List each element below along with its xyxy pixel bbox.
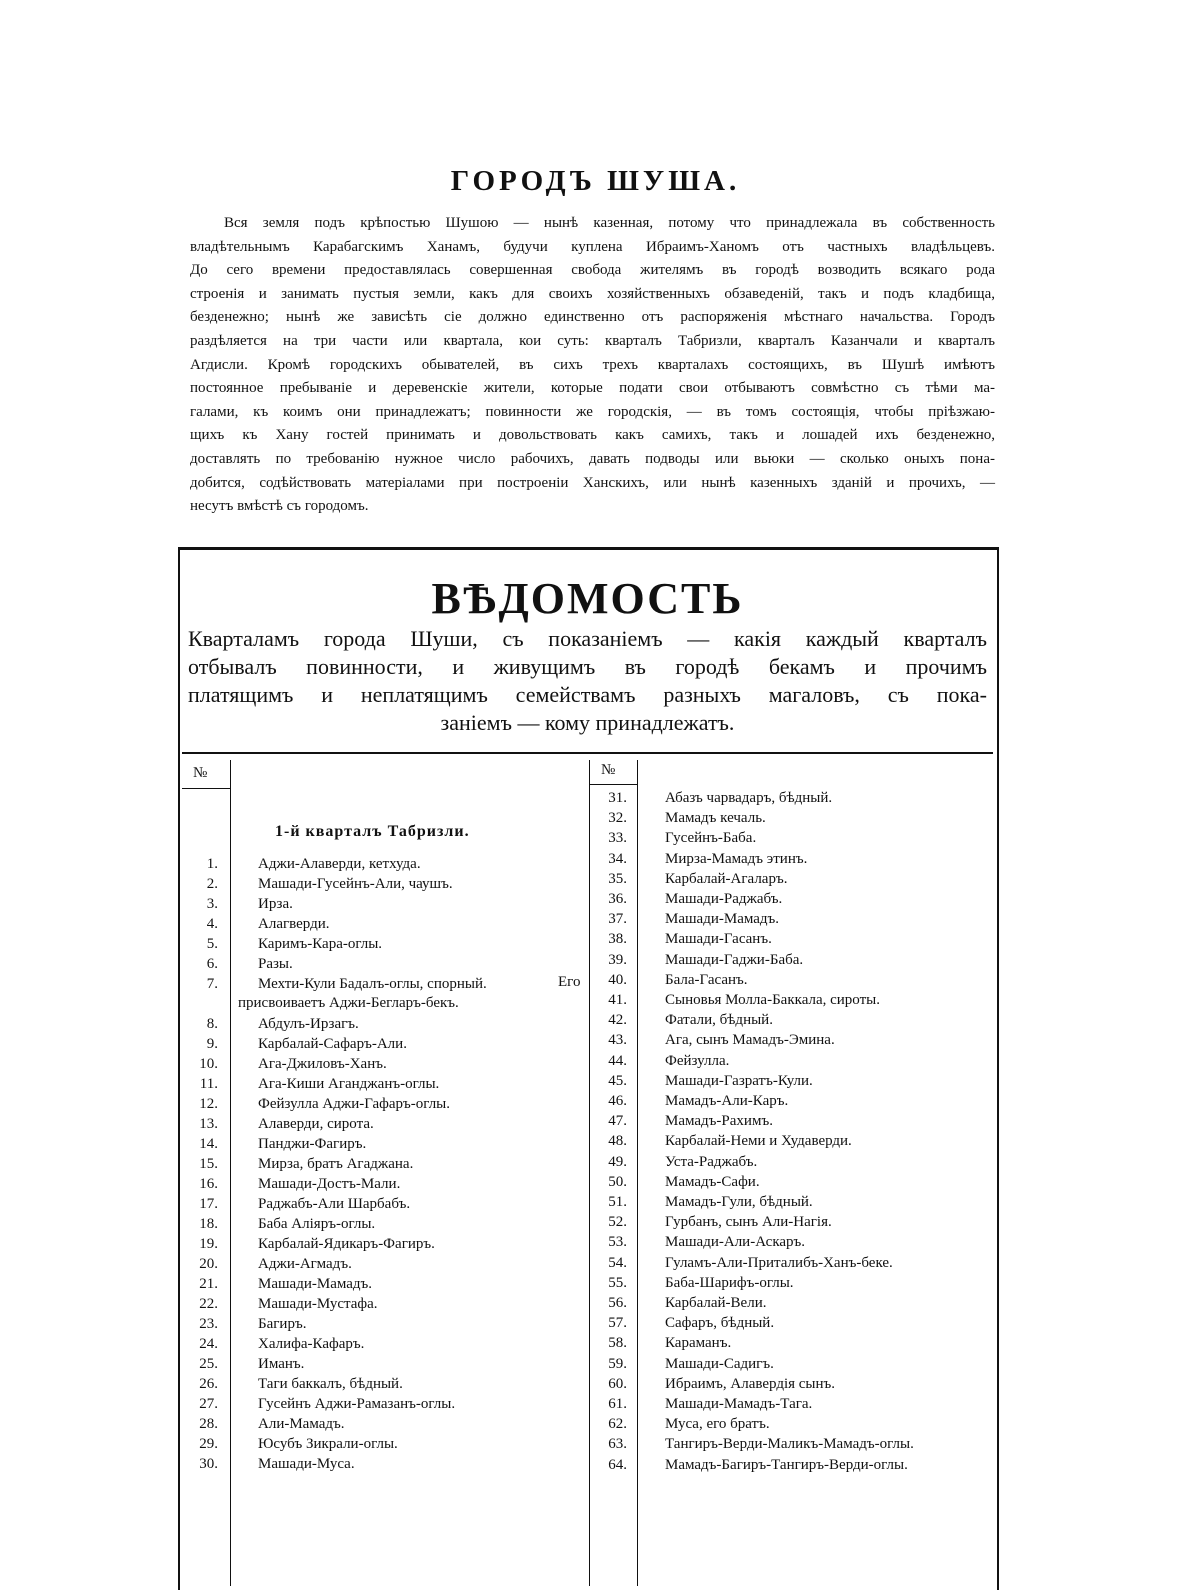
left-row-text: Каримъ-Кара-оглы. bbox=[258, 936, 383, 952]
right-row-number: 41. bbox=[608, 992, 627, 1008]
right-number-column-rule bbox=[637, 760, 638, 1586]
right-row-text: Машади-Али-Аскаръ. bbox=[665, 1234, 806, 1251]
row7-continuation: присвоиваетъ Аджи-Бегларъ-бекъ. bbox=[238, 995, 459, 1011]
right-row-text: Машади-Мамадъ-Тага. bbox=[665, 1396, 813, 1412]
vedomost-subtitle-line: заніемъ — кому принадлежатъ. bbox=[440, 710, 735, 735]
left-row-text: Аджи-Агмадъ. bbox=[258, 1256, 352, 1272]
left-row-text: Машади-Мустафа. bbox=[258, 1296, 378, 1312]
left-row-text: Иманъ. bbox=[258, 1356, 305, 1372]
right-row-number: 44. bbox=[608, 1052, 627, 1069]
right-row-number: 47. bbox=[608, 1113, 627, 1130]
right-row-text: Карбалай-Агаларъ. bbox=[665, 870, 788, 887]
left-row-text: Машади-Гусейнъ-Али, чаушъ. bbox=[258, 876, 453, 892]
left-row-text: Баба Аліяръ-оглы. bbox=[258, 1216, 376, 1232]
left-row-text: Алагверди. bbox=[258, 916, 330, 932]
right-row-text: Карбалай-Неми и Худаверди. bbox=[665, 1133, 852, 1150]
left-row-text: Карбалай-Сафаръ-Али. bbox=[258, 1036, 407, 1052]
left-row-text: Машади-Достъ-Мали. bbox=[258, 1176, 401, 1192]
left-number-header: № bbox=[193, 765, 208, 781]
right-row-number: 57. bbox=[608, 1315, 627, 1332]
right-row-text: Машади-Мамадъ. bbox=[665, 911, 780, 928]
left-row-text: Машади-Муса. bbox=[258, 1456, 355, 1472]
right-row-number: 32. bbox=[608, 810, 627, 827]
right-row-text: Машади-Газратъ-Кули. bbox=[665, 1072, 813, 1089]
right-row-text: Абазъ чарвадаръ, бѣдный. bbox=[665, 790, 833, 806]
left-row-text: Алаверди, сирота. bbox=[258, 1116, 374, 1132]
left-row-text: Ага-Киши Аганджанъ-оглы. bbox=[258, 1076, 440, 1092]
right-row-text: Машади-Раджабъ. bbox=[665, 891, 783, 907]
intro-line: галами, къ коимъ они принадлежатъ; повинности же городскія, — въ томъ состоящія, чтобы пріѣзжаю- bbox=[190, 403, 995, 420]
left-row-text: Аджи-Алаверди, кетхуда. bbox=[258, 856, 421, 872]
intro-line: доставлять по требованію нужное число рабочихъ, давать подводы или вьюки — сколько оныхъ пона- bbox=[190, 450, 995, 467]
right-row-text: Мамадъ-Али-Каръ. bbox=[665, 1093, 789, 1109]
right-row-text: Фейзулла. bbox=[665, 1052, 730, 1069]
left-row-number: 14. bbox=[199, 1136, 218, 1152]
left-row-text: Абдулъ-Ирзагъ. bbox=[258, 1016, 359, 1032]
right-row-text: Мамадъ-Рахимъ. bbox=[665, 1113, 773, 1130]
right-row-number: 43. bbox=[608, 1032, 627, 1049]
left-row-number: 8. bbox=[206, 1016, 218, 1032]
vedomost-subtitle-line: отбывалъ повинности, и живущимъ въ городѣ бекамъ и прочимъ bbox=[188, 654, 987, 679]
right-row-number: 50. bbox=[608, 1173, 627, 1190]
right-row-number: 62. bbox=[608, 1416, 627, 1433]
right-row-text: Сыновья Молла-Баккала, сироты. bbox=[665, 992, 880, 1008]
right-row-number: 48. bbox=[608, 1133, 627, 1150]
right-row-text: Тангиръ-Верди-Маликъ-Мамадъ-оглы. bbox=[665, 1436, 914, 1453]
right-row-number: 59. bbox=[608, 1355, 627, 1372]
right-header-rule bbox=[589, 784, 637, 785]
intro-line: Вся земля подъ крѣпостью Шушою — нынѣ казенная, потому что принадлежала въ собственность bbox=[224, 215, 995, 231]
right-row-text: Муса, его братъ. bbox=[665, 1416, 770, 1433]
left-row-number: 3. bbox=[206, 896, 218, 912]
right-row-text: Мамадъ-Багиръ-Тангиръ-Верди-оглы. bbox=[665, 1456, 908, 1473]
vedomost-subtitle-line: Кварталамъ города Шуши, съ показаніемъ — какія каждый кварталъ bbox=[188, 626, 987, 651]
right-row-text: Машади-Гасанъ. bbox=[665, 931, 772, 948]
left-row-number: 19. bbox=[199, 1236, 218, 1252]
left-row-text: Панджи-Фагиръ. bbox=[258, 1136, 367, 1152]
vedomost-header bbox=[182, 551, 993, 754]
intro-line: строенія и занимать пустыя земли, какъ для своихъ хозяйственныхъ обзаведеній, такъ и подъ кладбища, bbox=[190, 285, 995, 302]
left-row-number: 22. bbox=[199, 1296, 218, 1312]
right-row-number: 61. bbox=[608, 1396, 627, 1412]
right-row-text: Ага, сынъ Мамадъ-Эмина. bbox=[665, 1032, 835, 1049]
right-row-text: Машади-Гаджи-Баба. bbox=[665, 951, 804, 968]
left-row-number: 11. bbox=[199, 1076, 218, 1092]
right-row-number: 55. bbox=[608, 1274, 627, 1291]
right-row-text: Баба-Шарифъ-оглы. bbox=[665, 1274, 794, 1291]
left-row-number: 28. bbox=[199, 1416, 218, 1432]
row7-extra-word: Его bbox=[558, 974, 581, 990]
intro-line: раздѣляется на три части или квартала, кои суть: кварталъ Табризли, кварталъ Казанчали и кварталъ bbox=[190, 332, 995, 349]
left-row-number: 27. bbox=[199, 1396, 218, 1412]
left-row-text: Багиръ. bbox=[258, 1316, 307, 1332]
left-row-number: 26. bbox=[199, 1376, 218, 1392]
left-row-text: Мехти-Кули Бадалъ-оглы, спорный. bbox=[258, 976, 487, 992]
left-row-number: 15. bbox=[199, 1156, 218, 1172]
left-row-text: Разы. bbox=[258, 956, 293, 972]
left-row-number: 20. bbox=[199, 1256, 218, 1272]
right-row-text: Карбалай-Вели. bbox=[665, 1295, 767, 1311]
intro-line: Агдисли. Кромѣ городскихъ обывателей, въ сихъ трехъ кварталахъ состоящихъ, въ Шушѣ имѣютъ bbox=[190, 356, 995, 373]
right-row-number: 52. bbox=[608, 1214, 627, 1231]
right-row-text: Уста-Раджабъ. bbox=[665, 1153, 758, 1170]
right-row-number: 37. bbox=[608, 911, 627, 928]
left-row-number: 5. bbox=[206, 936, 218, 952]
right-row-number: 40. bbox=[608, 971, 627, 988]
right-row-number: 38. bbox=[608, 931, 627, 948]
intro-line: несутъ вмѣстѣ съ городомъ. bbox=[190, 498, 369, 515]
intro-line: владѣтельнымъ Карабагскимъ Ханамъ, будучи куплена Ибраимъ-Ханомъ отъ частныхъ владѣльцевъ. bbox=[190, 238, 995, 255]
left-row-number: 9. bbox=[206, 1036, 218, 1052]
quarter-heading: 1-й кварталъ Табризли. bbox=[275, 823, 470, 840]
right-row-number: 56. bbox=[608, 1295, 627, 1311]
right-row-number: 42. bbox=[608, 1012, 627, 1029]
right-row-number: 51. bbox=[608, 1194, 627, 1210]
right-number-header: № bbox=[601, 762, 616, 778]
right-row-text: Гуламъ-Али-Приталибъ-Ханъ-беке. bbox=[665, 1254, 893, 1271]
right-row-number: 34. bbox=[608, 850, 627, 867]
left-row-number: 13. bbox=[199, 1116, 218, 1132]
right-row-number: 53. bbox=[608, 1234, 627, 1251]
left-row-text: Фейзулла Аджи-Гафаръ-оглы. bbox=[258, 1096, 451, 1112]
left-row-number: 25. bbox=[199, 1356, 218, 1372]
right-row-text: Ибраимъ, Алавердія сынъ. bbox=[665, 1375, 836, 1392]
left-row-number: 23. bbox=[199, 1316, 218, 1332]
right-row-number: 60. bbox=[608, 1375, 627, 1392]
right-row-text: Бала-Гасанъ. bbox=[665, 971, 748, 988]
vedomost-subtitle-line: платящимъ и неплатящимъ семействамъ разныхъ магаловъ, съ пока- bbox=[188, 682, 987, 707]
left-row-number: 24. bbox=[199, 1336, 218, 1352]
right-row-number: 33. bbox=[608, 830, 627, 847]
left-row-number: 12. bbox=[199, 1096, 218, 1112]
right-row-text: Гурбанъ, сынъ Али-Нагія. bbox=[665, 1214, 832, 1231]
left-row-text: Халифа-Кафаръ. bbox=[258, 1336, 365, 1352]
left-row-text: Карбалай-Ядикаръ-Фагиръ. bbox=[258, 1236, 435, 1252]
intro-line: До сего времени предоставлялась совершенная свобода жителямъ въ городѣ возводить всякаго рода bbox=[190, 262, 995, 279]
right-row-text: Гусейнъ-Баба. bbox=[665, 830, 757, 847]
right-row-text: Мамадъ-Гули, бѣдный. bbox=[665, 1194, 813, 1210]
right-row-text: Сафаръ, бѣдный. bbox=[665, 1315, 775, 1332]
left-number-column-rule bbox=[230, 760, 231, 1586]
right-row-number: 49. bbox=[608, 1153, 627, 1170]
right-row-number: 64. bbox=[608, 1456, 627, 1473]
left-header-rule bbox=[182, 788, 230, 789]
intro-line: щихъ къ Хану гостей принимать и довольствовать какъ самихъ, такъ и лошадей ихъ безденежно, bbox=[190, 427, 995, 444]
right-row-number: 46. bbox=[608, 1093, 627, 1109]
left-row-text: Раджабъ-Али Шарбабъ. bbox=[258, 1196, 411, 1212]
right-row-number: 54. bbox=[608, 1254, 627, 1271]
right-row-number: 35. bbox=[608, 870, 627, 887]
right-row-text: Мамадъ-Сафи. bbox=[665, 1173, 760, 1190]
left-row-text: Юсубъ Зикрали-оглы. bbox=[258, 1436, 398, 1452]
right-row-text: Мирза-Мамадъ этинъ. bbox=[665, 850, 808, 867]
right-row-number: 45. bbox=[608, 1072, 627, 1089]
left-row-number: 2. bbox=[206, 876, 218, 892]
right-row-number: 39. bbox=[608, 951, 627, 968]
left-row-text: Мирза, братъ Агаджана. bbox=[258, 1156, 414, 1172]
intro-line: безденежно; нынѣ же зависѣть сіе должно единственно отъ распоряженія мѣстнаго начальства. Городъ bbox=[190, 309, 995, 326]
left-row-number: 30. bbox=[199, 1456, 218, 1472]
right-row-number: 58. bbox=[608, 1335, 627, 1352]
left-row-text: Ирза. bbox=[258, 896, 293, 912]
left-row-number: 10. bbox=[199, 1056, 218, 1072]
vedomost-title: ВѢДОМОСТЬ bbox=[431, 574, 744, 623]
left-row-number: 29. bbox=[199, 1436, 218, 1452]
right-row-text: Фатали, бѣдный. bbox=[665, 1012, 773, 1029]
left-row-text: Гусейнъ Аджи-Рамазанъ-оглы. bbox=[258, 1396, 456, 1412]
left-row-text: Таги баккалъ, бѣдный. bbox=[258, 1376, 403, 1392]
left-row-number: 4. bbox=[206, 916, 218, 932]
page-title: ГОРОДЪ ШУША. bbox=[450, 165, 741, 197]
right-row-number: 31. bbox=[608, 790, 627, 806]
left-row-number: 7. bbox=[206, 976, 218, 992]
left-row-number: 16. bbox=[199, 1176, 218, 1192]
intro-line: постоянное пребываніе и деревенскіе жители, которые подати свои отбываютъ совмѣстно съ тѣми ма- bbox=[190, 380, 995, 397]
left-row-text: Ага-Джиловъ-Ханъ. bbox=[258, 1056, 387, 1072]
left-row-number: 18. bbox=[199, 1216, 218, 1232]
right-row-text: Мамадъ кечаль. bbox=[665, 810, 766, 827]
left-row-text: Машади-Мамадъ. bbox=[258, 1276, 373, 1292]
left-row-number: 1. bbox=[206, 856, 218, 872]
left-row-number: 17. bbox=[199, 1196, 218, 1212]
intro-paragraph bbox=[190, 212, 995, 519]
vedomost-subtitle bbox=[188, 625, 987, 737]
right-row-text: Караманъ. bbox=[665, 1335, 732, 1352]
left-row-text: Али-Мамадъ. bbox=[258, 1416, 345, 1432]
right-row-number: 36. bbox=[608, 891, 627, 907]
right-row-number: 63. bbox=[608, 1436, 627, 1453]
left-row-number: 6. bbox=[206, 956, 218, 972]
left-row-number: 21. bbox=[199, 1276, 218, 1292]
right-row-text: Машади-Садигъ. bbox=[665, 1355, 774, 1372]
intro-line: добится, содѣйствовать матеріалами при построеніи Ханскихъ, или нынѣ казенныхъ зданій и прочихъ, — bbox=[190, 474, 995, 491]
